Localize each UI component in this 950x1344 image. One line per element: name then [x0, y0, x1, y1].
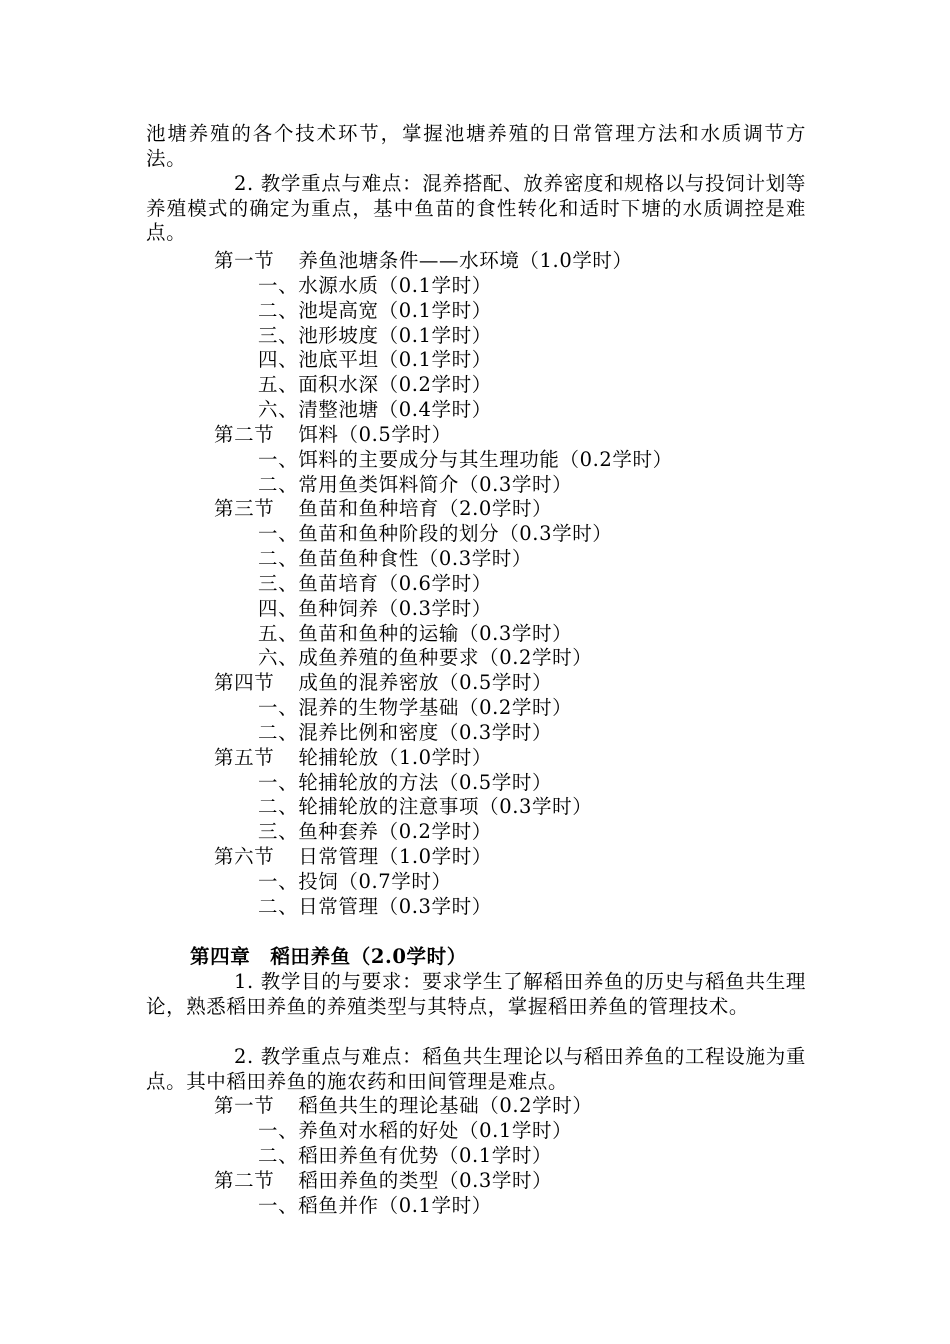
outline-item: 二、鱼苗鱼种食性（0.3学时）	[258, 547, 533, 570]
section-heading: 第三节 鱼苗和鱼种培育（2.0学时）	[214, 497, 553, 520]
section-heading: 第四节 成鱼的混养密放（0.5学时）	[214, 671, 553, 694]
section-heading: 第五节 轮捕轮放（1.0学时）	[214, 746, 492, 769]
outline-item: 五、鱼苗和鱼种的运输（0.3学时）	[258, 622, 573, 645]
outline-item: 一、鱼苗和鱼种阶段的划分（0.3学时）	[258, 522, 613, 545]
outline-item: 二、混养比例和密度（0.3学时）	[258, 721, 553, 744]
outline-item: 六、清整池塘（0.4学时）	[258, 398, 492, 421]
outline-item: 二、稻田养鱼有优势（0.1学时）	[258, 1144, 553, 1167]
section-heading: 第二节 稻田养鱼的类型（0.3学时）	[214, 1169, 553, 1192]
outline-item: 三、鱼种套养（0.2学时）	[258, 820, 492, 843]
outline-item: 二、常用鱼类饵料简介（0.3学时）	[258, 473, 573, 496]
outline-item: 三、池形坡度（0.1学时）	[258, 324, 492, 347]
section-heading: 第一节 稻鱼共生的理论基础（0.2学时）	[214, 1094, 593, 1117]
outline-item: 一、稻鱼并作（0.1学时）	[258, 1194, 492, 1217]
outline-item: 二、日常管理（0.3学时）	[258, 895, 492, 918]
outline-item: 一、混养的生物学基础（0.2学时）	[258, 696, 573, 719]
outline-item: 一、投饲（0.7学时）	[258, 870, 452, 893]
section-heading: 第一节 养鱼池塘条件——水环境（1.0学时）	[214, 249, 633, 272]
paragraph-ch3-key-points: 2. 教学重点与难点：混养搭配、放养密度和规格以与投饲计划等养殖模式的确定为重点，基中鱼苗的食性转化和适时下塘的水质调控是难点。	[146, 172, 806, 245]
paragraph-continued: 池塘养殖的各个技术环节，掌握池塘养殖的日常管理方法和水质调节方法。	[146, 122, 806, 170]
paragraph-ch4-key-points: 2. 教学重点与难点：稻鱼共生理论以与稻田养鱼的工程设施为重点。其中稻田养鱼的施农药和田间管理是难点。	[146, 1045, 806, 1093]
outline-item: 二、池堤高宽（0.1学时）	[258, 299, 492, 322]
outline-item: 一、轮捕轮放的方法（0.5学时）	[258, 771, 553, 794]
outline-item: 四、池底平坦（0.1学时）	[258, 348, 492, 371]
outline-item: 二、轮捕轮放的注意事项（0.3学时）	[258, 795, 593, 818]
outline-item: 六、成鱼养殖的鱼种要求（0.2学时）	[258, 646, 593, 669]
section-heading: 第二节 饵料（0.5学时）	[214, 423, 452, 446]
section-heading: 第六节 日常管理（1.0学时）	[214, 845, 492, 868]
outline-item: 一、养鱼对水稻的好处（0.1学时）	[258, 1119, 573, 1142]
chapter-heading: 第四章 稻田养鱼（2.0学时）	[190, 945, 467, 968]
paragraph-ch4-goals: 1. 教学目的与要求：要求学生了解稻田养鱼的历史与稻鱼共生理论，熟悉稻田养鱼的养殖类型与其特点，掌握稻田养鱼的管理技术。	[146, 970, 806, 1018]
outline-item: 一、水源水质（0.1学时）	[258, 274, 492, 297]
outline-item: 一、饵料的主要成分与其生理功能（0.2学时）	[258, 448, 673, 471]
outline-item: 三、鱼苗培育（0.6学时）	[258, 572, 492, 595]
outline-item: 五、面积水深（0.2学时）	[258, 373, 492, 396]
outline-item: 四、鱼种饲养（0.3学时）	[258, 597, 492, 620]
